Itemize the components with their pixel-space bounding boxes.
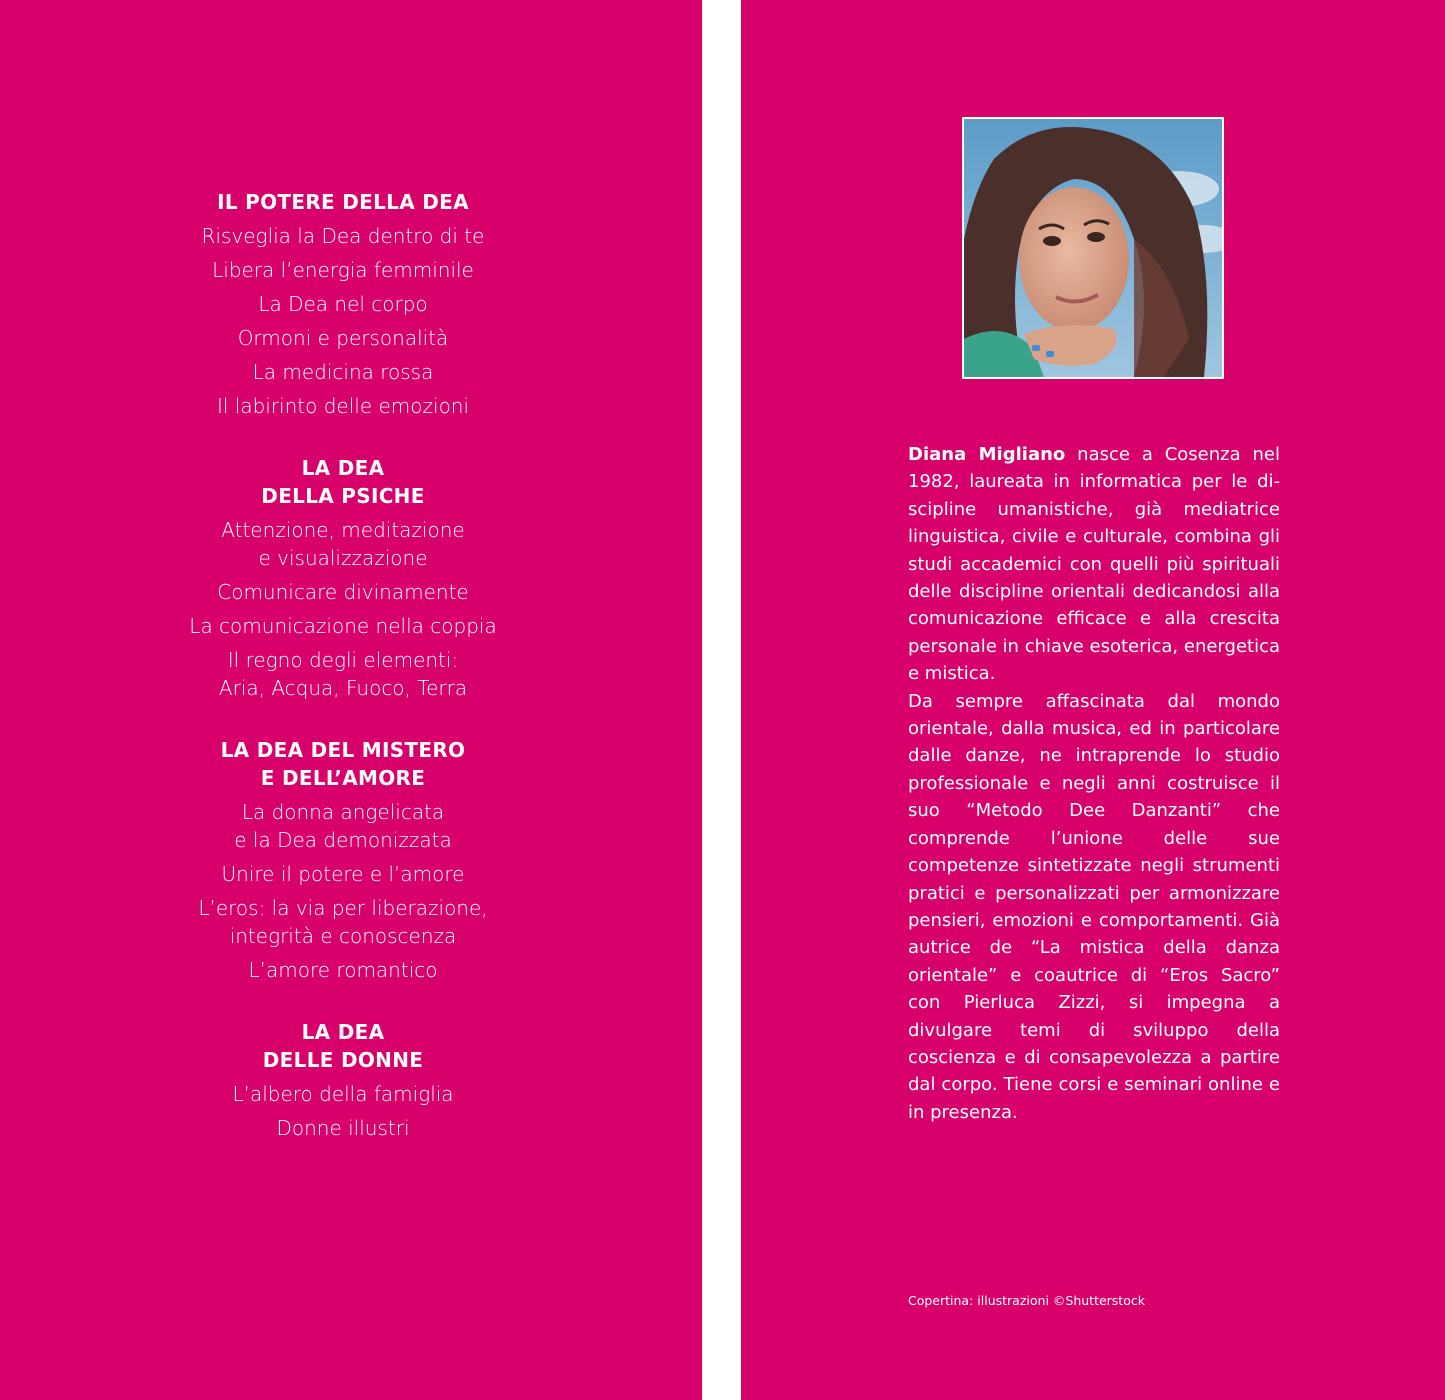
toc-item: Il labirinto delle emozioni: [216, 394, 470, 418]
author-flap: [741, 0, 1445, 1400]
toc-item: Comunicare divinamente: [217, 580, 469, 604]
toc-item: L’eros: la via per liberazione, integrità e conoscenza: [198, 896, 488, 948]
toc-item: L’albero della famiglia: [232, 1082, 454, 1106]
back-flap-contents: [0, 0, 702, 1400]
toc-item: La comunicazione nella coppia: [189, 614, 497, 638]
cover-credits: Copertina: illustrazioni ©Shutterstock: [908, 1293, 1145, 1308]
toc-item: Risveglia la Dea dentro di te: [201, 224, 485, 248]
bio-paragraph-2: Da sempre affascinata dal mondo orientale, dalla musica, ed in particolare dalle danze, ne intraprende lo studio professionale e negli anni costruisce il suo “Metodo Dee Danzanti” che comprende l’unione delle sue competenze sintetizzate negli strumenti pratici e personalizzati per armonizzare pensieri, emozioni e comportamenti. Già autrice de “La mistica della danza orientale” e coautrice di “Eros Sacro” con Pierluca Zizzi, si impegna a divulgare temi di sviluppo della coscienza e di consapevolezza a partire dal corpo. Tiene corsi e seminari online e in presenza.: [908, 690, 1280, 1123]
toc-heading: LA DEA DELLA PSICHE: [261, 456, 425, 508]
author-bio: [908, 441, 1280, 1126]
toc-item: Ormoni e personalità: [237, 326, 449, 350]
table-of-contents: [0, 188, 686, 1176]
author-photo: [962, 117, 1224, 379]
toc-section: [0, 1018, 686, 1142]
toc-section: [0, 188, 686, 420]
toc-item: Il regno degli elementi: Aria, Acqua, Fuoco, Terra: [218, 648, 468, 700]
toc-heading: LA DEA DELLE DONNE: [262, 1020, 424, 1072]
toc-section: [0, 454, 686, 702]
toc-item: La Dea nel corpo: [258, 292, 428, 316]
toc-item: L’amore romantico: [248, 958, 438, 982]
toc-heading: IL POTERE DELLA DEA: [217, 190, 469, 214]
toc-section: [0, 736, 686, 984]
bio-text-1: nasce a Cosenza nel 1982, laureata in informatica per le discipline umanistiche, già mediatrice linguistica, civile e culturale, combina gli studi accademici con quelli più spirituali delle discipline orientali dedicandosi alla comunicazione efficace e alla crescita personale in chiave esoterica, energetica e mistica.: [908, 444, 1281, 685]
toc-item: Unire il potere e l’amore: [221, 862, 465, 886]
bio-paragraph-1: [908, 441, 1280, 688]
toc-item: Attenzione, meditazione e visualizzazione: [221, 518, 465, 570]
toc-item: Donne illustri: [276, 1116, 410, 1140]
toc-heading: LA DEA DEL MISTERO E DELL’AMORE: [220, 738, 466, 790]
toc-item: La medicina rossa: [252, 360, 434, 384]
toc-item: Libera l’energia femminile: [212, 258, 474, 282]
author-portrait-image: [964, 119, 1222, 377]
author-name: Diana Migliano: [908, 444, 1066, 465]
toc-item: La donna angelicata e la Dea demonizzata: [234, 800, 452, 852]
